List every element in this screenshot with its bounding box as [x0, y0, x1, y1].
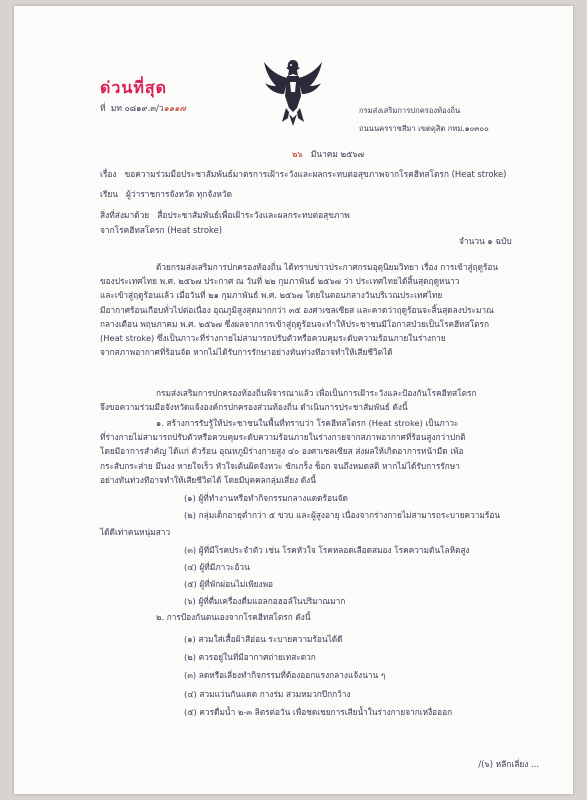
enclosure-label: สิ่งที่ส่งมาด้วย	[100, 210, 150, 220]
recipient-line	[100, 189, 232, 200]
continued-marker: /(๖) หลีกเลี่ยง ...	[478, 759, 539, 769]
recipient-text: ผู้ว่าราชการจังหวัด ทุกจังหวัด	[126, 189, 233, 199]
paragraph-line: จึงขอความร่วมมือจังหวัดแจ้งองค์กรปกครองส่วนท้องถิ่น ดำเนินการประชาสัมพันธ์ ดังนี้	[100, 402, 408, 413]
doc-number	[100, 103, 186, 114]
paragraph-line: จากสภาพอากาศที่ร้อนจัด หากไม่ได้รับการรักษาอย่างทันท่วงทีอาจทำให้เสียชีวิตได้	[100, 347, 393, 358]
subject-label: เรื่อง	[100, 169, 117, 179]
paragraph-line: ของประเทศไทย พ.ศ. ๒๕๖๗ ประกาศ ณ วันที่ ๒๒ กุมภาพันธ์ ๒๕๖๗ ว่า ประเทศไทยได้สิ้นสุดฤดูหนาว	[100, 276, 460, 287]
enclosure-text: สื่อประชาสัมพันธ์เพื่อเฝ้าระวังและผลกระทบต่อสุขภาพ	[157, 210, 350, 220]
enclosure-quantity: จำนวน ๑ ฉบับ	[459, 236, 512, 246]
list-item: (๔) สวมแว่นกันแดด กางร่ม สวมหมวกปีกกว้าง	[184, 688, 351, 699]
agency-address: ถนนนครราชสีมา เขตดุสิต กทม.๑๐๓๐๐	[359, 124, 489, 133]
list-item: (๔) ผู้ที่มีภาวะอ้วน	[184, 561, 250, 572]
date-month-year: มีนาคม ๒๕๖๗	[310, 149, 365, 159]
agency-name: กรมส่งเสริมการปกครองท้องถิ่น	[359, 106, 461, 115]
doc-number-suffix: ๑๑๑๗	[163, 103, 186, 113]
paragraph-line: ด้วยกรมส่งเสริมการปกครองท้องถิ่น ได้ทราบข่าวประกาศกรมอุตุนิยมวิทยา เรื่อง การเข้าสู่ฤดูร้อน	[156, 262, 499, 272]
item-2: ๒. การป้องกันตนเองจากโรคฮีทสโตรก ดังนี้	[156, 612, 311, 622]
enclosure-line-2: จากโรคฮีทสโตรก (Heat stroke)	[100, 225, 222, 235]
paragraph-line: กลางเดือน พฤษภาคม พ.ศ. ๒๕๖๗ ซึ่งผลจากการเข้าสู่ฤดูร้อนจะทำให้ประชาชนมีโอกาสป่วยเป็นโรคฮีทสโตรก	[100, 318, 490, 329]
list-item: (๑) สวมใส่เสื้อผ้าสีอ่อน ระบายความร้อนได้ดี	[184, 634, 343, 644]
subject-line	[100, 169, 506, 180]
paragraph-line: กรมส่งเสริมการปกครองท้องถิ่นพิจารณาแล้ว เพื่อเป็นการเฝ้าระวังและป้องกันโรคฮีทสโตรก	[156, 388, 477, 398]
document-page	[14, 6, 573, 794]
doc-number-value: มท ๐๘๑๙.๓/ว	[110, 103, 164, 113]
prevention-list	[184, 630, 452, 721]
list-item: (๕) ผู้ที่พักผ่อนไม่เพียงพอ	[184, 579, 274, 590]
doc-number-label: ที่	[100, 103, 106, 113]
date-line	[292, 149, 364, 160]
list-item: (๖) ผู้ที่ดื่มเครื่องดื่มแอลกอฮอล์ในปริมาณมาก	[184, 596, 346, 607]
paragraph-2	[100, 386, 477, 414]
enclosure-line	[100, 210, 350, 221]
risk-groups-list	[100, 490, 500, 610]
item-1	[100, 416, 466, 487]
list-item: (๒) กลุ่มเด็กอายุต่ำกว่า ๕ ขวบ และผู้สูงอายุ เนื่องจากร่างกายไม่สามารถระบายความร้อน	[184, 510, 501, 521]
list-item: (๕) ควรดื่มน้ำ ๒-๓ ลิตรต่อวัน เพื่อชดเชยการเสียน้ำในร่างกายจากเหงื่อออก	[184, 706, 453, 717]
item-line: กระสับกระส่าย มึนงง หายใจเร็ว หัวใจเต้นผิดจังหวะ ชักเกร็ง ช็อก จนถึงหมดสติ หากไม่ได้รับการรักษา	[100, 460, 460, 471]
garuda-emblem	[262, 56, 324, 128]
paragraph-line: มีอากาศร้อนเกือบทั่วไปต่อเนื่อง อุณภูมิสูงสุดมากกว่า ๓๕ องศาเซลเซียส และคาดว่าฤดูร้อนจะสิ้นสุดลงประมาณ	[100, 304, 494, 315]
paragraph-1	[100, 260, 498, 359]
item-line: โดยมีอาการสำคัญ ได้แก่ ตัวร้อน อุณหภูมิร่างกายสูง ๔๐ องศาเซลเซียส ส่งผลให้เกิดอาการหน้ามืด เพ้อ	[100, 446, 464, 457]
list-item: (๓) ผู้ที่มีโรคประจำตัว เช่น โรคหัวใจ โรคหลอดเลือดสมอง โรคความดันโลหิตสูง	[184, 544, 470, 555]
paragraph-line: และเข้าสู่ฤดูร้อนแล้ว เมื่อวันที่ ๒๑ กุมภาพันธ์ พ.ศ. ๒๕๖๗ โดยในตอนกลางวันบริเวณประเทศไทย	[100, 290, 443, 301]
recipient-label: เรียน	[100, 189, 118, 199]
list-item: (๑) ผู้ที่ทำงานหรือทำกิจกรรมกลางแดดร้อนจัด	[184, 493, 348, 503]
subject-text: ขอความร่วมมือประชาสัมพันธ์มาตรการเฝ้าระวังและผลกระทบต่อสุขภาพจากโรคฮีทสโตรก (Heat stroke)	[124, 169, 507, 179]
item-line: ๑. สร้างการรับรู้ให้ประชาชนในพื้นที่ทราบว่า โรคฮีทสโตรก (Heat stroke) เป็นภาวะ	[156, 418, 459, 428]
paragraph-line: (Heat stroke) ซึ่งเป็นภาวะที่ร่างกายไม่สามารถปรับตัวหรือควบคุมระดับความร้อนภายในร่างกาย	[100, 333, 446, 344]
urgency-label: ด่วนที่สุด	[100, 78, 168, 97]
date-day: ๒๖	[292, 149, 303, 159]
item-line: ที่ร่างกายไม่สามารถปรับตัวหรือควบคุมระดับความร้อนภายในร่างกายจากสภาพอากาศที่ร้อนสูงกว่าปกติ	[100, 432, 466, 443]
list-item: ได้ดีเท่าคนหนุ่มสาว	[100, 527, 171, 538]
item-line: อย่างทันท่วงทีอาจทำให้เสียชีวิตได้ โดยมีบุคคลกลุ่มเสี่ยง ดังนี้	[100, 474, 316, 485]
list-item: (๓) ลดหรือเลี่ยงทำกิจกรรมที่ต้องออกแรงกลางแจ้งนาน ๆ	[184, 670, 386, 681]
list-item: (๒) ควรอยู่ในที่มีอากาศถ่ายเทสะดวก	[184, 652, 316, 663]
